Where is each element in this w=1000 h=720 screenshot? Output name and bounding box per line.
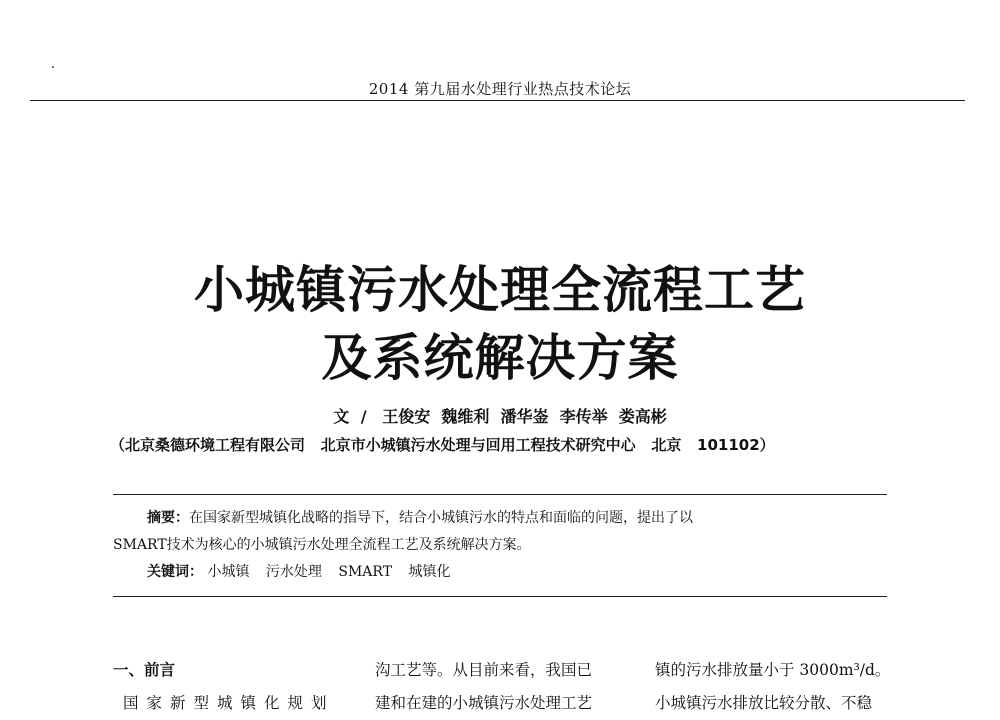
abstract-text-1: 在国家新型城镇化战略的指导下，结合小城镇污水的特点和面临的问题，提出了以 [189, 510, 693, 526]
body-column-1 [113, 654, 358, 720]
body-text-line: 小城镇污水排放比较分散、不稳 [655, 694, 873, 712]
abstract-label: 摘要： [147, 510, 189, 526]
abstract-block [113, 505, 887, 586]
author-list: 王俊安 魏维利 潘华崟 李传举 娄高彬 [382, 407, 667, 426]
body-text-line: 沟工艺等。从目前来看，我国已 [375, 661, 593, 679]
keyword: 小城镇 [207, 564, 250, 580]
body-text-line: 镇的污水排放量小于 3000m³/d。 [655, 661, 891, 679]
abstract-rule-bottom [113, 596, 887, 597]
keyword: 城镇化 [408, 564, 451, 580]
abstract-rule-top [113, 494, 887, 495]
article-title-line-2: 及系统解决方案 [321, 328, 679, 387]
affiliation: （北京桑德环境工程有限公司 北京市小城镇污水处理与回用工程技术研究中心 北京 101102） [110, 436, 775, 454]
section-heading: 一、前言 [113, 661, 176, 679]
body-text-line: 建和在建的小城镇污水处理工艺 [375, 694, 593, 712]
header-rule [30, 100, 965, 101]
body-column-2 [375, 654, 645, 720]
keyword: SMART [338, 564, 393, 580]
byline-separator: / [360, 407, 367, 426]
scan-speck [52, 66, 54, 68]
running-header: 2014 第九届水处理行业热点技术论坛 [368, 80, 632, 98]
abstract-line-2: SMART技术为核心的小城镇污水处理全流程工艺及系统解决方案。 [113, 537, 531, 553]
body-text-line: 国家新型城镇化规划 [123, 694, 335, 712]
article-title-line-1: 小城镇污水处理全流程工艺 [194, 260, 806, 319]
keywords-line [113, 559, 887, 586]
abstract-line-1 [113, 505, 887, 532]
keyword: 污水处理 [265, 564, 322, 580]
body-column-3 [655, 654, 925, 720]
byline-prefix: 文 [333, 407, 350, 426]
keywords-label: 关键词： [147, 564, 203, 580]
byline [0, 404, 1000, 427]
